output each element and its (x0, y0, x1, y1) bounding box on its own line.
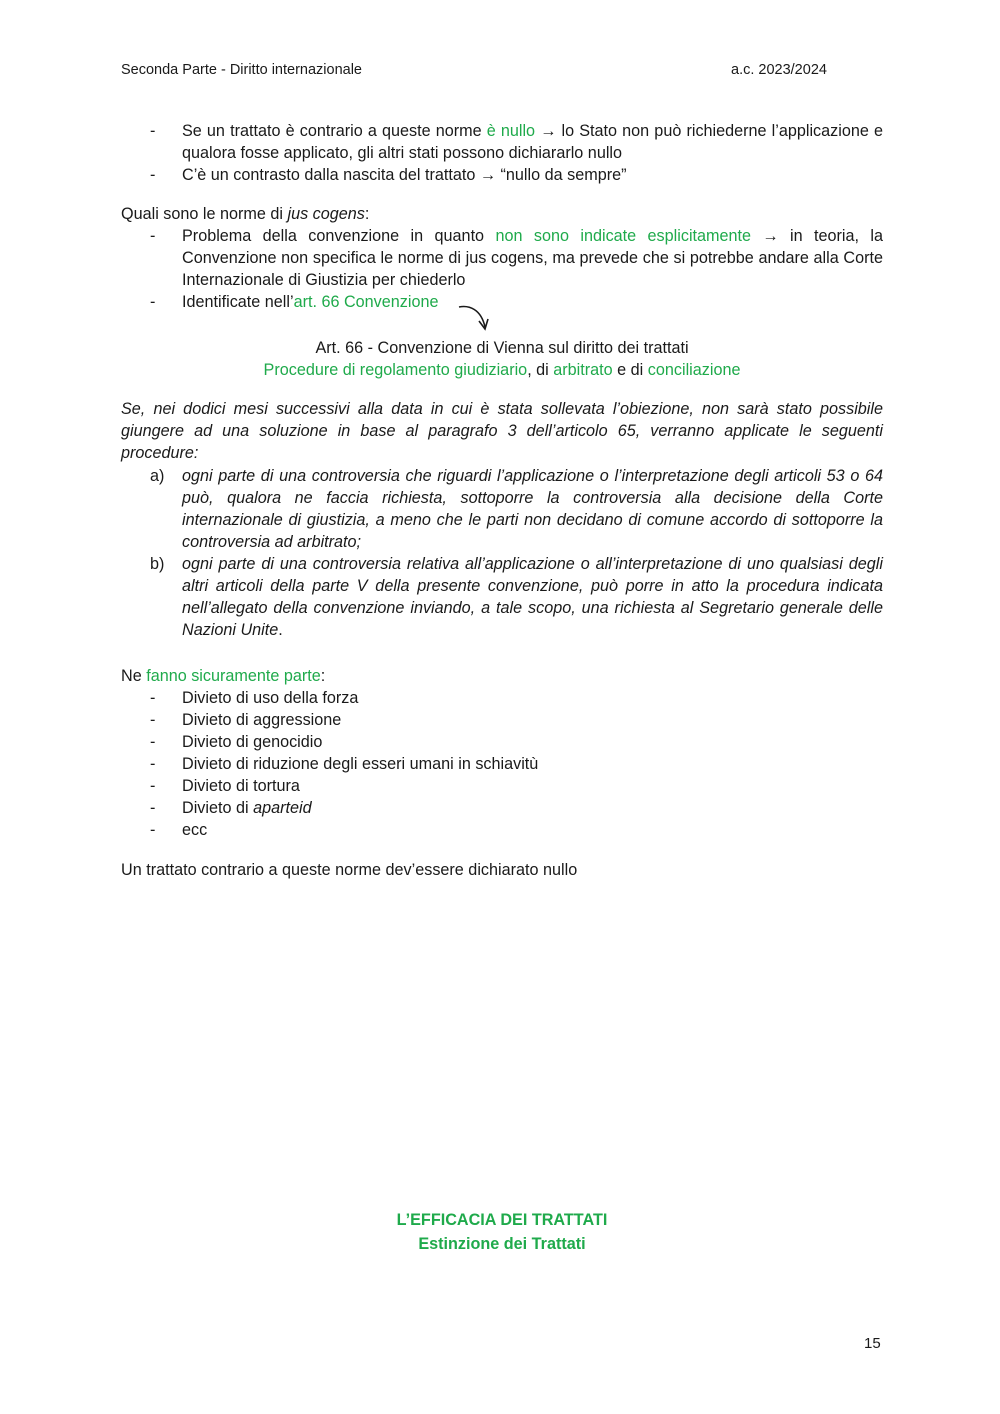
point-period: . (278, 621, 283, 639)
item-text: Divieto di (182, 799, 254, 817)
item-highlight: è nullo (486, 122, 536, 140)
section-subtitle: Estinzione dei Trattati (418, 1235, 586, 1253)
section-title: L’EFFICACIA DEI TRATTATI (396, 1211, 608, 1229)
list-item (121, 775, 883, 797)
bullet-dash: - (150, 777, 156, 795)
point-letter: b) (150, 555, 165, 573)
point-letter: a) (150, 467, 165, 485)
bullet-dash: - (150, 799, 156, 817)
nullity-list (121, 120, 883, 186)
bullet-dash: - (150, 166, 156, 184)
list-item (121, 120, 883, 164)
item-italic: aparteid (253, 799, 312, 817)
part-text: Ne (121, 667, 147, 685)
page-number: 15 (864, 1335, 881, 1352)
bullet-dash: - (150, 689, 156, 707)
part-highlight: fanno sicuramente parte (146, 667, 321, 685)
list-item (121, 291, 883, 313)
item-text: C’è un contrasto dalla nascita del trattato → “nullo da sempre” (182, 166, 627, 184)
item-text: Divieto di aggressione (182, 711, 342, 729)
jus-cogens-list (121, 225, 883, 313)
item-text: Divieto di riduzione degli esseri umani in schiavitù (182, 755, 539, 773)
item-text: Se un trattato è contrario a queste norme (182, 122, 487, 140)
article-intro: Se, nei dodici mesi successivi alla data in cui è stata sollevata l’obiezione, non sarà stato possibile giungere ad una soluzione in base al paragrafo 3 dell’articolo 65, verranno applicate le seguenti procedure: (121, 400, 883, 462)
item-text: Problema della convenzione in quanto (182, 227, 496, 245)
list-item (121, 819, 883, 841)
item-text: ecc (182, 821, 208, 839)
item-text: Divieto di uso della forza (182, 689, 359, 707)
list-item (121, 753, 883, 775)
subtitle-text: e di (612, 361, 648, 379)
bullet-dash: - (150, 711, 156, 729)
article-subtitle (121, 359, 883, 381)
bullet-dash: - (150, 227, 156, 245)
curved-arrow-icon (455, 301, 495, 335)
prohibitions-list (121, 687, 883, 841)
item-highlight: non sono indicate esplicitamente (495, 227, 752, 245)
question-colon: : (364, 205, 370, 223)
item-text: → lo Stato non può richiederne l’applicazione e qualora fosse applicato, gli altri stati possono dichiararlo nullo (182, 122, 883, 162)
list-item (121, 797, 883, 819)
item-highlight: art. 66 Convenzione (293, 293, 439, 311)
list-item (121, 164, 883, 186)
subtitle-text: , di (527, 361, 554, 379)
bullet-dash: - (150, 122, 156, 140)
item-text: Divieto di genocidio (182, 733, 323, 751)
list-item (121, 687, 883, 709)
question-line (121, 203, 883, 225)
question-text: Quali sono le norme di (121, 205, 288, 223)
item-text: Divieto di tortura (182, 777, 300, 795)
item-text: → in teoria, la Convenzione non specifica le norme di jus cogens, ma prevede che si potrebbe andare alla Corte Internazionale di Giustizia per chiederlo (182, 227, 883, 289)
point-text: ogni parte di una controversia relativa all’applicazione o all’interpretazione di uno qualsiasi degli altri articoli della parte V della presente convenzione, può porre in atto la procedura indicata nell’allegato della convenzione inviando, a tale scopo, una richiesta al Segretario generale delle Nazioni Unite (182, 555, 883, 639)
article-point-a (121, 465, 883, 553)
conclusion: Un trattato contrario a queste norme dev’essere dichiarato nullo (121, 861, 578, 879)
article-points (121, 465, 883, 641)
part-of-line (121, 665, 883, 687)
item-text: Identificate nell’ (182, 293, 294, 311)
part-colon: : (320, 667, 326, 685)
list-item (121, 709, 883, 731)
list-item (121, 225, 883, 291)
bullet-dash: - (150, 293, 156, 311)
article-title: Art. 66 - Convenzione di Vienna sul diritto dei trattati (315, 339, 689, 357)
subtitle-conciliation: conciliazione (647, 361, 741, 379)
bullet-dash: - (150, 733, 156, 751)
subtitle-arbitration: arbitrato (553, 361, 613, 379)
bullet-dash: - (150, 755, 156, 773)
point-text: ogni parte di una controversia che riguardi l’applicazione o l’interpretazione degli articoli 53 o 64 può, qualora ne faccia richiesta, sottoporre la controversia alla decisione della Corte internazionale di giustizia, a meno che le parti non decidano di comune accordo di sottoporre la controversia ad arbitrato; (182, 467, 883, 551)
running-header-year: a.c. 2023/2024 (731, 62, 827, 78)
question-italic: jus cogens (287, 205, 365, 223)
bullet-dash: - (150, 821, 156, 839)
article-point-b (121, 553, 883, 641)
subtitle-judicial: Procedure di regolamento giudiziario (263, 361, 528, 379)
running-header-title: Seconda Parte - Diritto internazionale (121, 62, 362, 78)
list-item (121, 731, 883, 753)
